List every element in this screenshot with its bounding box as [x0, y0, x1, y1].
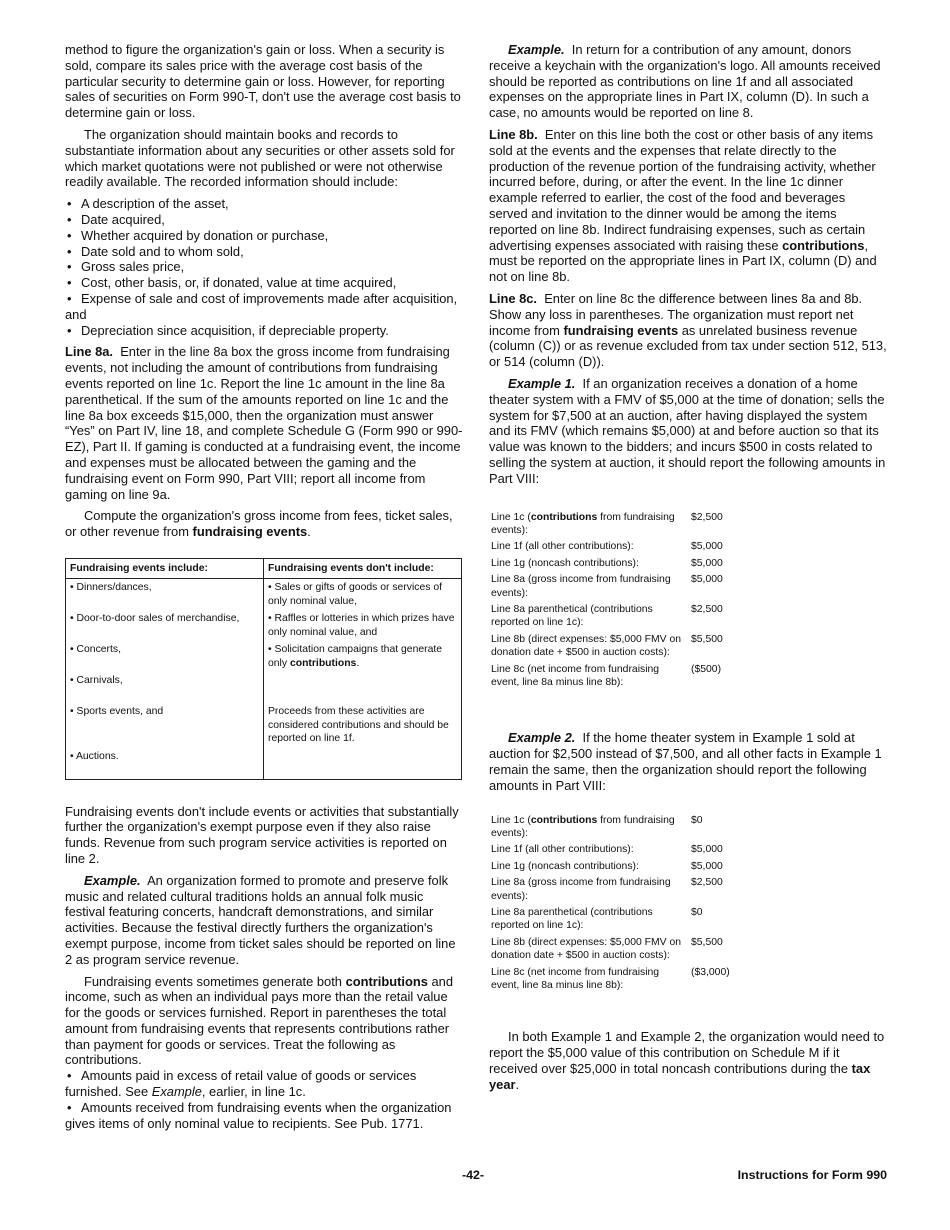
amount-value: $2,500 — [691, 877, 723, 889]
table-row — [66, 703, 462, 747]
amount-label: Line 1c (contributions from fundraising events): — [491, 511, 675, 536]
table-cell: • Door-to-door sales of merchandise, — [66, 610, 264, 641]
table-row — [491, 603, 771, 633]
paragraph-example-1: Example 1. If an organization receives a donation of a home theater system with a FMV of $5,000 at the time of donation; sells the system for $7,500 at an auction, after having displayed the system and its FMV (which remains $5,000) at and before auction so that its value was known to the bidders; and incurs $500 in costs related to selling the system at auction, it should report the following amounts in Part VIII: — [489, 375, 886, 486]
amount-value: ($500) — [691, 663, 722, 675]
table-cell: • Concerts, — [66, 641, 264, 672]
table-row — [491, 814, 771, 844]
list-item: • Gross sales price, — [65, 259, 463, 275]
example-2-amounts-table — [491, 814, 771, 996]
amount-value: $5,000 — [691, 860, 723, 872]
paragraph-compute — [65, 508, 463, 540]
table-row — [491, 633, 771, 663]
list-item: • Expense of sale and cost of improvements made after acquisition, and — [65, 291, 463, 323]
amount-value: $5,500 — [691, 633, 723, 645]
amount-value: $5,000 — [691, 541, 723, 553]
left-column — [65, 42, 463, 1137]
amount-label: Line 8a (gross income from fundraising events): — [491, 574, 671, 599]
fundraising-events-table — [65, 558, 462, 780]
compute-bold: fundraising events — [192, 524, 308, 540]
list-item: • Amounts paid in excess of retail value of goods or services furnished. See Example, earlier, in line 1c. — [65, 1068, 463, 1100]
amount-label: Line 8a parenthetical (contributions reported on line 1c): — [491, 603, 653, 629]
line-8b-heading: Line 8b. — [489, 126, 538, 142]
example-heading: Example. — [508, 42, 565, 57]
paragraph-schedule-m: In both Example 1 and Example 2, the organization would need to report the $5,000 value of this contribution on Schedule M if it received over $25,000 in total noncash contributions during the tax year. — [489, 1029, 885, 1092]
example-2-heading: Example 2. — [508, 730, 576, 746]
line-8c-heading: Line 8c. — [489, 290, 538, 306]
amount-label: Line 8c (net income from fundraising event, line 8a minus line 8b): — [491, 663, 660, 688]
list-item: • Date acquired, — [65, 212, 463, 228]
amount-label: Line 1g (noncash contributions): — [491, 860, 639, 872]
amount-label: Line 1f (all other contributions): — [491, 541, 634, 553]
list-item: • Amounts received from fundraising events when the organization gives items of only nominal value to recipients. See Pub. 1771. — [65, 1100, 463, 1132]
amount-value: ($3,000) — [691, 966, 730, 978]
table-header-include: Fundraising events include: — [66, 558, 264, 578]
paragraph-gain-loss: method to figure the organization's gain or loss. When a security is sold, compare its sales price with the average cost basis of the particular security to determine gain or loss. However, for reporting sales of securities on Form 990-T, don't use the average cost basis to determine gain or loss. — [65, 42, 461, 121]
table-row — [491, 876, 771, 906]
table-row — [491, 557, 771, 573]
list-item: • Date sold and to whom sold, — [65, 244, 463, 260]
amount-value: $2,500 — [691, 511, 723, 523]
paragraph-line-8b: Line 8b. Enter on this line both the cost or other basis of any items sold at the events and the expenses that relate directly to the production of the revenue portion of the fundraising activity, whether incurred before, during, or after the event. In the line 1c dinner example referred to earlier, the cost of the food and beverages served and invitation to the dinner would be among the items reported on line 8b. Indirect fundraising expenses, such as certain advertising expenses associated with raising these contributions, must be reported on the appropriate lines in Part IX, column (D) and not on line 8b. — [489, 126, 877, 285]
example-heading: Example. — [84, 872, 141, 888]
table-cell — [264, 748, 462, 780]
line-8a-heading: Line 8a. — [65, 344, 114, 360]
table-cell: • Sports events, and — [66, 703, 264, 747]
paragraph-example-keychain: Example. In return for a contribution of any amount, donors receive a keychain with the organization's logo. All amounts received should be reported as contributions on line 1f and all associated expenses on the appropriate lines in Part IX, column (D). In such a case, no amounts would be reported on line 8. — [489, 42, 881, 121]
page-number: -42- — [462, 1168, 485, 1182]
table-row — [491, 540, 771, 556]
list-item: • Whether acquired by donation or purchase, — [65, 228, 463, 244]
example-1-heading: Example 1. — [508, 375, 576, 391]
contribution-list — [65, 1068, 463, 1131]
right-column — [489, 42, 887, 1099]
amount-label: Line 8a (gross income from fundraising events): — [491, 877, 671, 902]
table-row — [491, 573, 771, 603]
amount-value: $5,000 — [691, 574, 723, 586]
table-cell: • Sales or gifts of goods or services of only nominal value, — [264, 579, 462, 611]
paragraph-not-include: Fundraising events don't include events or activities that substantially further the organization's exempt purpose even if they also raise funds. Revenue from such program service activities is reported on line 2. — [65, 803, 459, 866]
amount-label: Line 1f (all other contributions): — [491, 844, 634, 856]
list-item: • A description of the asset, — [65, 196, 463, 212]
table-row — [491, 906, 771, 936]
paragraph-books-records: The organization should maintain books and records to substantiate information about any securities or other assets sold for which market quotations were not published or were not otherwise readily available. The recorded information should include: — [65, 126, 455, 190]
amount-label: Line 8b (direct expenses: $5,000 FMV on donation date + $500 in auction costs): — [491, 936, 682, 962]
paragraph-example-2: Example 2. If the home theater system in Example 1 sold at auction for $2,500 instead of $7,500, and all other facts in Example 1 remain the same, then the organization should report the following amounts in Part VIII: — [489, 730, 882, 793]
table-row — [66, 579, 462, 611]
line-8a-text: Enter in the line 8a box the gross income from fundraising events, not including the amount of contributions from fundraising events reported on line 1c. Report the line 1c amount in the line 8a parenthetical. If the sum of the amounts reported on line 1c and the line 8a box exceeds $15,000, then the organization must answer “Yes” on Part IV, line 18, and complete Schedule G (Form 990 or 990-EZ), Part II. If gaming is conducted at a fundraising event, the income and expenses must be allocated between the gaming and the fundraising event on Form 990, Part VIII; report all income from gaming on line 9a. — [65, 344, 463, 502]
amount-label: Line 1g (noncash contributions): — [491, 557, 639, 569]
table-row — [66, 748, 462, 780]
table-cell: • Carnivals, — [66, 672, 264, 703]
table-cell: • Auctions. — [66, 748, 264, 780]
table-cell: • Solicitation campaigns that generate only contributions. — [264, 641, 462, 672]
table-header-exclude: Fundraising events don't include: — [264, 558, 462, 578]
example-1-amounts-table — [491, 511, 771, 693]
amount-value: $2,500 — [691, 603, 723, 615]
compute-text: Compute the organization's gross income from fees, ticket sales, or other revenue from — [65, 508, 453, 540]
table-cell: Proceeds from these activities are considered contributions and should be reported on line 1f. — [264, 703, 462, 747]
list-item: • Cost, other basis, or, if donated, value at time acquired, — [65, 275, 463, 291]
amount-label: Line 8a parenthetical (contributions reported on line 1c): — [491, 907, 653, 932]
paragraph-example-folk: Example. An organization formed to promote and preserve folk music and related cultural traditions holds an annual folk music festival featuring concerts, handcraft demonstrations, and similar activities. Because the festival directly furthers the organization's exempt purpose, income from ticket sales should be reported on line 2 as program service revenue. — [65, 872, 456, 967]
table-cell: • Dinners/dances, — [66, 579, 264, 611]
page-footer — [65, 1168, 887, 1186]
amount-value: $5,000 — [691, 844, 723, 856]
table-row — [66, 610, 462, 641]
table-row — [491, 860, 771, 876]
table-row — [491, 936, 771, 966]
amount-value: $0 — [691, 907, 703, 919]
table-row — [491, 511, 771, 541]
table-row — [66, 672, 462, 703]
recorded-info-list — [65, 196, 463, 338]
amount-label: Line 8c (net income from fundraising event, line 8a minus line 8b): — [491, 966, 660, 992]
amount-label: Line 1c (contributions from fundraising events): — [491, 814, 675, 839]
form-name: Instructions for Form 990 — [737, 1168, 887, 1182]
table-row — [491, 966, 771, 996]
table-row — [66, 641, 462, 672]
paragraph-both: Fundraising events sometimes generate both contributions and income, such as when an individual pays more than the retail value for the goods or services furnished. Report in parentheses the total amount from fundraising events that represents contributions rather than payment for goods or services. Treat the following as contributions. — [65, 973, 454, 1068]
amount-value: $5,000 — [691, 557, 723, 569]
list-item: • Depreciation since acquisition, if depreciable property. — [65, 323, 463, 339]
table-row — [491, 843, 771, 859]
amount-label: Line 8b (direct expenses: $5,000 FMV on donation date + $500 in auction costs): — [491, 633, 682, 659]
amount-value: $5,500 — [691, 936, 723, 948]
amount-value: $0 — [691, 814, 703, 826]
table-cell: • Raffles or lotteries in which prizes have only nominal value, and — [264, 610, 462, 641]
table-row — [491, 663, 771, 693]
compute-end: . — [307, 524, 311, 540]
paragraph-line-8c: Line 8c. Enter on line 8c the difference between lines 8a and 8b. Show any loss in parentheses. The organization must report net income from fundraising events as unrelated business revenue (column (C)) or as revenue excluded from tax under section 512, 513, or 514 (column (D)). — [489, 290, 887, 370]
paragraph-line-8a — [65, 344, 463, 502]
table-cell — [264, 672, 462, 703]
